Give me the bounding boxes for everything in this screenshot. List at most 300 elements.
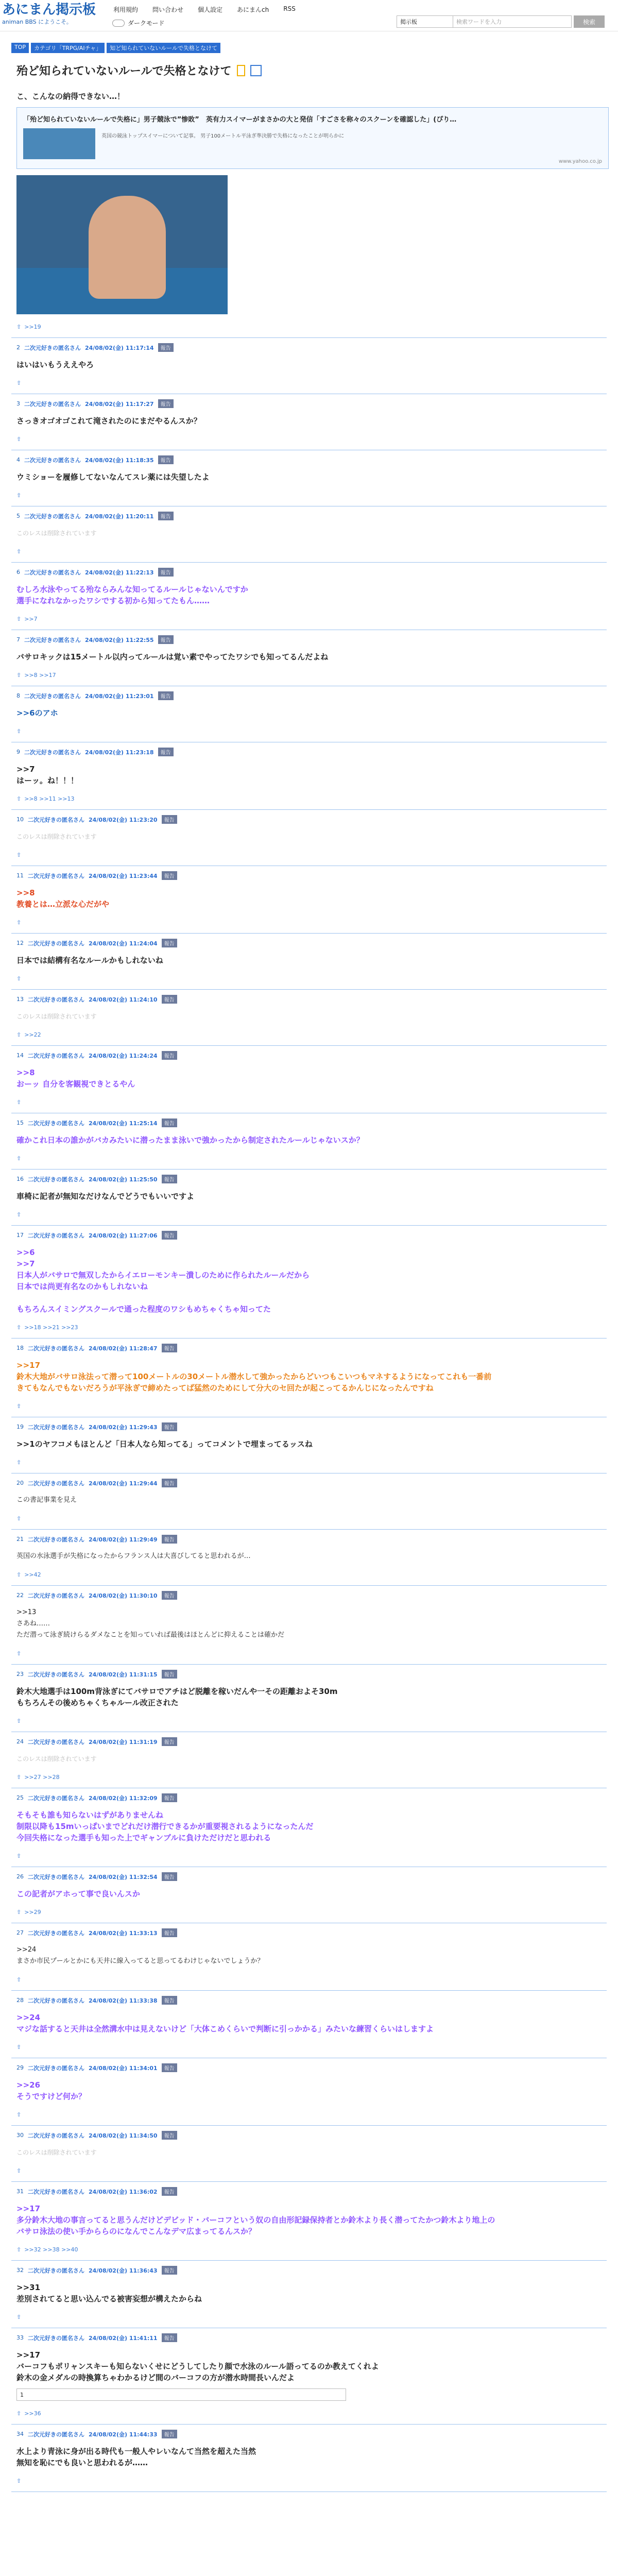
reply-icon: ⇧ (16, 2246, 22, 2253)
op-post (11, 78, 607, 338)
post-date: 24/08/02(金) 11:23:44 (89, 872, 158, 879)
post-body: >>1のヤフコメもほとんど「日本人なら知ってる」ってコメントで埋まってるッスね (16, 1439, 313, 1449)
post (11, 2182, 607, 2261)
report-button[interactable]: 報告 (162, 1051, 177, 1060)
post-number[interactable]: 4 (16, 456, 20, 463)
post (11, 1473, 607, 1530)
swimmer-figure (89, 196, 166, 299)
post-header (16, 1118, 602, 1127)
post-body: このレスは削除されています (16, 1755, 97, 1762)
post-number[interactable]: 24 (16, 1738, 24, 1745)
reply-icon: ⇧ (16, 1324, 22, 1331)
post (11, 1417, 607, 1473)
post-number[interactable]: 22 (16, 1592, 24, 1599)
post (11, 1788, 607, 1867)
breadcrumb-category[interactable]: カテゴリ「TRPG/AIチャ」 (31, 43, 105, 53)
nav-settings[interactable]: 個人設定 (198, 6, 223, 13)
post-header (16, 995, 602, 1004)
post-date: 24/08/02(金) 11:29:44 (89, 1480, 158, 1487)
poster-name: 二次元好きの匿名さん (28, 2188, 84, 2195)
post-header (16, 815, 602, 824)
reply-links (16, 2167, 602, 2174)
post-body: 確かこれ日本の誰かがバカみたいに潜ったまま泳いで強かったから制定されたルールじゃないスか？ (16, 1136, 364, 1145)
poster-name: 二次元好きの匿名さん (28, 1873, 84, 1880)
post (11, 2126, 607, 2182)
poster-name: 二次元好きの匿名さん (28, 1738, 84, 1745)
search-input[interactable]: 検索ワードを入力 (453, 15, 572, 28)
post-number[interactable]: 3 (16, 400, 20, 407)
post-body: 英国の水泳選手が失格になったからフランス人は大喜びしてると思われるが… (16, 1552, 251, 1560)
site-logo[interactable] (2, 2, 105, 26)
post (11, 1867, 607, 1923)
post-header (16, 1479, 602, 1487)
post-number[interactable]: 21 (16, 1536, 24, 1543)
reply-links (16, 795, 602, 802)
reply-links (16, 672, 602, 679)
reply-link[interactable]: >>42 (24, 1571, 41, 1578)
nav-terms[interactable]: 利用規約 (113, 6, 139, 13)
report-button[interactable]: 報告 (162, 2333, 177, 2342)
post-date: 24/08/02(金) 11:25:14 (89, 1120, 158, 1127)
report-button[interactable]: 報告 (162, 2131, 177, 2140)
post-body: >>6のアホ (16, 708, 58, 718)
poster-name: 二次元好きの匿名さん (24, 749, 81, 756)
post (11, 742, 607, 810)
site-title[interactable]: あにまん掲示板 (2, 2, 96, 18)
post-body: このレスは削除されています (16, 833, 97, 840)
post-number[interactable]: 9 (16, 749, 20, 755)
reply-icon: ⇧ (16, 1909, 22, 1916)
post-number[interactable]: 28 (16, 1997, 24, 2004)
poster-name: 二次元好きの匿名さん (28, 1423, 84, 1431)
post-date: 24/08/02(金) 11:23:20 (89, 816, 158, 823)
reply-icon: ⇧ (16, 1031, 22, 1038)
report-button[interactable]: 報告 (162, 1928, 177, 1937)
reply-links (16, 1976, 602, 1983)
report-button[interactable]: 報告 (158, 343, 174, 352)
site-header (0, 0, 618, 31)
post (11, 1226, 607, 1338)
post-number[interactable]: 32 (16, 2267, 24, 2274)
post-body: そもそも誰も知らないはずがありませんね 制限以降も15mいっぱいまでどれだけ潜行できるかが重要視されるようになったんだ 今回失格になった選手も知った上でギャンブルに負けただけだと思われる (16, 1810, 314, 1842)
post-date: 24/08/02(金) 11:33:38 (89, 1997, 158, 2004)
post-body: >>17 バーコフもポリャンスキーも知らないくせにどうしてしたり顔で水泳のルール語ってるのか教えてくれよ 鈴木の金メダルの時換算ちゃわかるけど間のバーコフの方が潜水時間長いんだよ (16, 2350, 379, 2382)
search-bar (397, 15, 605, 28)
post-body: >>26 そうですけど何か？ (16, 2080, 87, 2101)
post-body: 水上より青泳に身が出る時代も一般人やレいなんて当然を超えた当然 無知を恥にでも良いと思われるが…… (16, 2447, 256, 2467)
toggle-icon[interactable] (112, 20, 125, 27)
reply-icon: ⇧ (16, 2111, 22, 2118)
reply-link[interactable]: >>19 (24, 324, 41, 330)
nav-contact[interactable]: 問い合わせ (152, 6, 184, 13)
reply-links (16, 1571, 602, 1578)
post-header (16, 2333, 602, 2342)
post (11, 394, 607, 450)
post-number[interactable]: 19 (16, 1423, 24, 1430)
post-header (16, 2266, 602, 2275)
reply-icon: ⇧ (16, 919, 22, 926)
post-body: 日本では結構有名なルールかもしれないね (16, 956, 163, 965)
reply-icon: ⇧ (16, 852, 22, 858)
reply-icon: ⇧ (16, 1650, 22, 1657)
reply-link[interactable]: >>18 >>21 >>23 (24, 1324, 78, 1331)
reply-icon: ⇧ (16, 324, 22, 330)
poster-name: 二次元好きの匿名さん (28, 872, 84, 879)
post-body: >>8 おーッ 自分を客観視できとるやん (16, 1068, 135, 1089)
post (11, 1530, 607, 1586)
bookmark-icon[interactable] (237, 65, 245, 76)
post-number[interactable]: 20 (16, 1480, 24, 1486)
reply-icon: ⇧ (16, 2167, 22, 2174)
post-number[interactable]: 12 (16, 940, 24, 946)
link-card[interactable] (16, 107, 609, 169)
post-body: はいはいもうええやろ (16, 360, 94, 369)
post-header (16, 691, 602, 700)
post-body: 鈴木大地選手は100m背泳ぎにてバサロでアチはど脱離を稼いだんや一その距離およそ30m もちろんその後めちゃくちゃルール改正された (16, 1687, 338, 1707)
reply-links (16, 2044, 602, 2050)
reply-icon: ⇧ (16, 1403, 22, 1410)
post-header (16, 1591, 602, 1600)
reply-links (16, 1324, 602, 1331)
reply-links (16, 2478, 602, 2484)
post-number[interactable]: 11 (16, 872, 24, 879)
reply-icon: ⇧ (16, 1515, 22, 1522)
poster-name: 二次元好きの匿名さん (24, 400, 81, 408)
poster-name: 二次元好きの匿名さん (24, 569, 81, 576)
link-card-title[interactable]: 「殆ど知られていないルールで失格に」男子競泳で”惨敗” 英有力スイマーがまさかの大と発信「すごさを称々のスクーンを確認した」(ぴり… (23, 116, 457, 124)
post (11, 1113, 607, 1170)
post-date: 24/08/02(金) 11:32:54 (89, 1873, 158, 1880)
post-header (16, 2187, 602, 2196)
poster-name: 二次元好きの匿名さん (28, 1176, 84, 1183)
post-header (16, 1737, 602, 1746)
post-header (16, 399, 602, 408)
reply-icon: ⇧ (16, 1853, 22, 1859)
reply-icon: ⇧ (16, 2044, 22, 2050)
post-number[interactable]: 2 (16, 344, 20, 351)
post-header (16, 568, 602, 577)
reply-icon: ⇧ (16, 1459, 22, 1466)
reply-links (16, 1031, 602, 1038)
report-button[interactable]: 報告 (162, 1118, 177, 1127)
poster-name: 二次元好きの匿名さん (24, 456, 81, 464)
post-number[interactable]: 25 (16, 1794, 24, 1801)
post (11, 450, 607, 506)
reply-link[interactable]: >>8 >>11 >>13 (24, 795, 75, 802)
report-button[interactable]: 報告 (162, 1422, 177, 1431)
post-number[interactable]: 31 (16, 2188, 24, 2195)
report-button[interactable]: 報告 (162, 2430, 177, 2438)
post (11, 1046, 607, 1113)
report-button[interactable]: 報告 (158, 691, 174, 700)
report-button[interactable]: 報告 (158, 455, 174, 464)
report-button[interactable]: 報告 (162, 2187, 177, 2196)
post-body: >>8 教養とは…立派な心だがや (16, 888, 110, 909)
post-header (16, 1344, 602, 1352)
reply-links (16, 380, 602, 386)
report-button[interactable]: 報告 (162, 2063, 177, 2072)
post (11, 1732, 607, 1788)
post-number[interactable]: 15 (16, 1120, 24, 1126)
post-date: 24/08/02(金) 11:36:02 (89, 2188, 158, 2195)
reply-icon: ⇧ (16, 1571, 22, 1578)
post-date: 24/08/02(金) 11:31:19 (89, 1738, 158, 1745)
post-date: 24/08/02(金) 11:33:13 (89, 1929, 158, 1937)
op-body: こ、こんなの納得できない…！ (16, 92, 125, 101)
reply-links (16, 852, 602, 858)
post-body: >>13 さあね…… ただ潜って泳ぎ続けらるダメなことを知っていれば最後はほとんどに抑えることは確かだ (16, 1608, 285, 1639)
poster-name: 二次元好きの匿名さん (28, 1794, 84, 1802)
poster-name: 二次元好きの匿名さん (28, 816, 84, 823)
post-header (16, 2063, 602, 2072)
poster-name: 二次元好きの匿名さん (28, 1232, 84, 1239)
reply-links (16, 1459, 602, 1466)
reply-icon: ⇧ (16, 1155, 22, 1162)
report-button[interactable]: 報告 (162, 1591, 177, 1600)
report-button[interactable]: 報告 (162, 1996, 177, 2005)
reply-link[interactable]: >>7 (24, 616, 38, 622)
post-date: 24/08/02(金) 11:32:09 (89, 1794, 158, 1802)
reply-input[interactable]: 1 (16, 2388, 346, 2401)
reply-link[interactable]: >>22 (24, 1031, 41, 1038)
reply-icon: ⇧ (16, 2410, 22, 2417)
poster-name: 二次元好きの匿名さん (28, 1120, 84, 1127)
report-button[interactable]: 報告 (162, 1670, 177, 1679)
post-number[interactable]: 7 (16, 636, 20, 643)
post-header (16, 871, 602, 880)
post (11, 866, 607, 934)
post (11, 686, 607, 742)
poster-name: 二次元好きの匿名さん (24, 344, 81, 351)
post-date: 24/08/02(金) 11:24:04 (89, 940, 158, 947)
reply-link[interactable]: >>29 (24, 1909, 41, 1916)
report-button[interactable]: 報告 (158, 399, 174, 408)
reply-links (16, 492, 602, 499)
reply-link[interactable]: >>32 >>38 >>40 (24, 2246, 78, 2253)
report-button[interactable]: 報告 (162, 2266, 177, 2275)
post-body: このレスは削除されています (16, 1013, 97, 1020)
post-body: この書記事業を見え (16, 1496, 77, 1504)
poster-name: 二次元好きの匿名さん (28, 1592, 84, 1599)
report-button[interactable]: 報告 (162, 1737, 177, 1746)
post-header (16, 1872, 602, 1881)
post-header (16, 2131, 602, 2140)
reply-link[interactable]: >>8 >>17 (24, 672, 56, 679)
reply-icon: ⇧ (16, 1718, 22, 1724)
report-button[interactable]: 報告 (162, 1175, 177, 1183)
op-image[interactable] (16, 175, 228, 314)
post-date: 24/08/02(金) 11:24:24 (89, 1052, 158, 1059)
post-date: 24/08/02(金) 11:23:18 (85, 749, 154, 756)
report-button[interactable]: 報告 (162, 871, 177, 880)
top-nav (113, 5, 296, 14)
post-date: 24/08/02(金) 11:24:10 (89, 996, 158, 1003)
report-button[interactable]: 報告 (162, 815, 177, 824)
post-header (16, 748, 602, 756)
search-button[interactable]: 検索 (574, 15, 605, 28)
post (11, 630, 607, 686)
reply-links (16, 2314, 602, 2320)
post-date: 24/08/02(金) 11:41:11 (89, 2334, 158, 2342)
post-header (16, 2430, 602, 2438)
post-number[interactable]: 34 (16, 2431, 24, 2437)
post-number[interactable]: 14 (16, 1052, 24, 1059)
post-header (16, 1996, 602, 2005)
reply-link[interactable]: >>27 >>28 (24, 1774, 60, 1781)
poster-name: 二次元好きの匿名さん (28, 1480, 84, 1487)
report-button[interactable]: 報告 (162, 1231, 177, 1240)
reply-icon: ⇧ (16, 1976, 22, 1983)
report-button[interactable]: 報告 (158, 568, 174, 577)
post-date: 24/08/02(金) 11:22:55 (85, 636, 154, 643)
poster-name: 二次元好きの匿名さん (28, 1345, 84, 1352)
post-header (16, 1175, 602, 1183)
poster-name: 二次元好きの匿名さん (28, 2267, 84, 2274)
poster-name: 二次元好きの匿名さん (28, 2334, 84, 2342)
reply-links (16, 1774, 602, 1781)
reply-links (16, 2246, 602, 2253)
reply-icon: ⇧ (16, 2478, 22, 2484)
reply-links (16, 1718, 602, 1724)
breadcrumb-top[interactable]: TOP (11, 43, 29, 53)
reply-links (16, 728, 602, 735)
nav-animanch[interactable]: あにまんch (237, 6, 269, 13)
reply-icon: ⇧ (16, 728, 22, 735)
post-number[interactable]: 23 (16, 1671, 24, 1677)
post (11, 1991, 607, 2058)
search-scope-select[interactable]: 掲示板 (397, 15, 453, 28)
post-body: さっきオゴオゴこれて滝されたのにまだやるんスか？ (16, 416, 201, 426)
post-body: このレスは削除されています (16, 530, 97, 537)
post-body: >>7 はーッ。ね！！！ (16, 765, 79, 785)
reply-link[interactable]: >>36 (24, 2410, 41, 2417)
poster-name: 二次元好きの匿名さん (28, 1997, 84, 2004)
link-card-source: www.yahoo.co.jp (558, 159, 602, 164)
share-icon[interactable] (250, 65, 262, 76)
post-number[interactable]: 5 (16, 513, 20, 519)
post-body: >>6 >>7 日本人がバサロで無双したからイエローモンキー潰しのために作られたルールだから 日本では尚更有名なのかもしれないね もちろんスイミングスクールで通った程度のワシもめちゃくちゃ知ってた (16, 1248, 310, 1314)
report-button[interactable]: 報告 (162, 1872, 177, 1881)
reply-links (16, 1853, 602, 1859)
post-date: 24/08/02(金) 11:28:47 (89, 1345, 158, 1352)
breadcrumb-thread[interactable]: 知ど知られていないルールで失格となけて (107, 43, 220, 53)
reply-icon: ⇧ (16, 795, 22, 802)
post-date: 24/08/02(金) 11:17:14 (85, 344, 154, 351)
post (11, 338, 607, 394)
post-header (16, 939, 602, 947)
post-date: 24/08/02(金) 11:18:35 (85, 456, 154, 464)
poster-name: 二次元好きの匿名さん (24, 636, 81, 643)
post-date: 24/08/02(金) 11:20:11 (85, 513, 154, 520)
post-body: このレスは削除されています (16, 2149, 97, 2156)
report-button[interactable]: 報告 (162, 1535, 177, 1544)
post-header (16, 1793, 602, 1802)
poster-name: 二次元好きの匿名さん (28, 940, 84, 947)
report-button[interactable]: 報告 (162, 1344, 177, 1352)
report-button[interactable]: 報告 (158, 512, 174, 520)
poster-name: 二次元好きの匿名さん (28, 1929, 84, 1937)
post-body: >>31 差別されてると思い込んでる被害妄想が構えたからね (16, 2283, 202, 2303)
post (11, 2328, 607, 2425)
post-header (16, 455, 602, 464)
post (11, 563, 607, 630)
post-date: 24/08/02(金) 11:25:50 (89, 1176, 158, 1183)
post-number[interactable]: 8 (16, 692, 20, 699)
reply-links (16, 919, 602, 926)
post (11, 1338, 607, 1417)
post-date: 24/08/02(金) 11:34:50 (89, 2132, 158, 2139)
reply-links (16, 1515, 602, 1522)
post-header (16, 1422, 602, 1431)
post-header (16, 1670, 602, 1679)
post-date: 24/08/02(金) 11:34:01 (89, 2064, 158, 2072)
reply-links (16, 436, 602, 443)
post-header (16, 635, 602, 644)
post-number[interactable]: 16 (16, 1176, 24, 1182)
link-card-text: 英国の競泳トップスイマーについて記事。 男子100メートル平泳ぎ準決勝で失格になったことが明らかに (101, 133, 345, 139)
post (11, 934, 607, 990)
post-number[interactable]: 30 (16, 2132, 24, 2139)
reply-links (16, 975, 602, 982)
page-title (16, 62, 618, 78)
post-header (16, 1051, 602, 1060)
post-number[interactable]: 26 (16, 1873, 24, 1880)
post-number[interactable]: 27 (16, 1929, 24, 1936)
report-button[interactable]: 報告 (162, 995, 177, 1004)
post-number[interactable]: 18 (16, 1345, 24, 1351)
reply-icon: ⇧ (16, 2314, 22, 2320)
post-number[interactable]: 29 (16, 2064, 24, 2071)
report-button[interactable]: 報告 (158, 635, 174, 644)
reply-icon: ⇧ (16, 1099, 22, 1106)
post-number[interactable]: 17 (16, 1232, 24, 1239)
post-number[interactable]: 10 (16, 816, 24, 823)
reply-links (16, 1155, 602, 1162)
poster-name: 二次元好きの匿名さん (28, 1671, 84, 1678)
post-date: 24/08/02(金) 11:29:49 (89, 1536, 158, 1543)
reply-icon: ⇧ (16, 380, 22, 386)
darkmode-switch[interactable] (112, 19, 165, 27)
post-body: この記者がアホって事で良いんスか (16, 1889, 140, 1899)
report-button[interactable]: 報告 (162, 1793, 177, 1802)
poster-name: 二次元好きの匿名さん (28, 1052, 84, 1059)
poster-name: 二次元好きの匿名さん (28, 996, 84, 1003)
post-number[interactable]: 33 (16, 2334, 24, 2341)
reply-links (16, 1650, 602, 1657)
nav-rss[interactable]: RSS (283, 5, 296, 12)
post (11, 1586, 607, 1665)
post (11, 990, 607, 1046)
post-date: 24/08/02(金) 11:30:10 (89, 1592, 158, 1599)
link-card-thumbnail (23, 128, 95, 159)
post-body: バサロキックは15メートル以内ってルールは覚い素でやってたワシでも知ってるんだよね (16, 652, 329, 662)
post-header (16, 343, 602, 352)
report-button[interactable]: 報告 (158, 748, 174, 756)
post-number[interactable]: 13 (16, 996, 24, 1003)
report-button[interactable]: 報告 (162, 1479, 177, 1487)
poster-name: 二次元好きの匿名さん (28, 1536, 84, 1543)
post-date: 24/08/02(金) 11:29:43 (89, 1423, 158, 1431)
report-button[interactable]: 報告 (162, 939, 177, 947)
reply-icon: ⇧ (16, 1774, 22, 1781)
post-number[interactable]: 6 (16, 569, 20, 575)
post-date: 24/08/02(金) 11:36:43 (89, 2267, 158, 2274)
post-header (16, 1231, 602, 1240)
reply-icon: ⇧ (16, 1211, 22, 1218)
reply-links (16, 1909, 602, 1916)
reply-icon: ⇧ (16, 492, 22, 499)
post-date: 24/08/02(金) 11:17:27 (85, 400, 154, 408)
